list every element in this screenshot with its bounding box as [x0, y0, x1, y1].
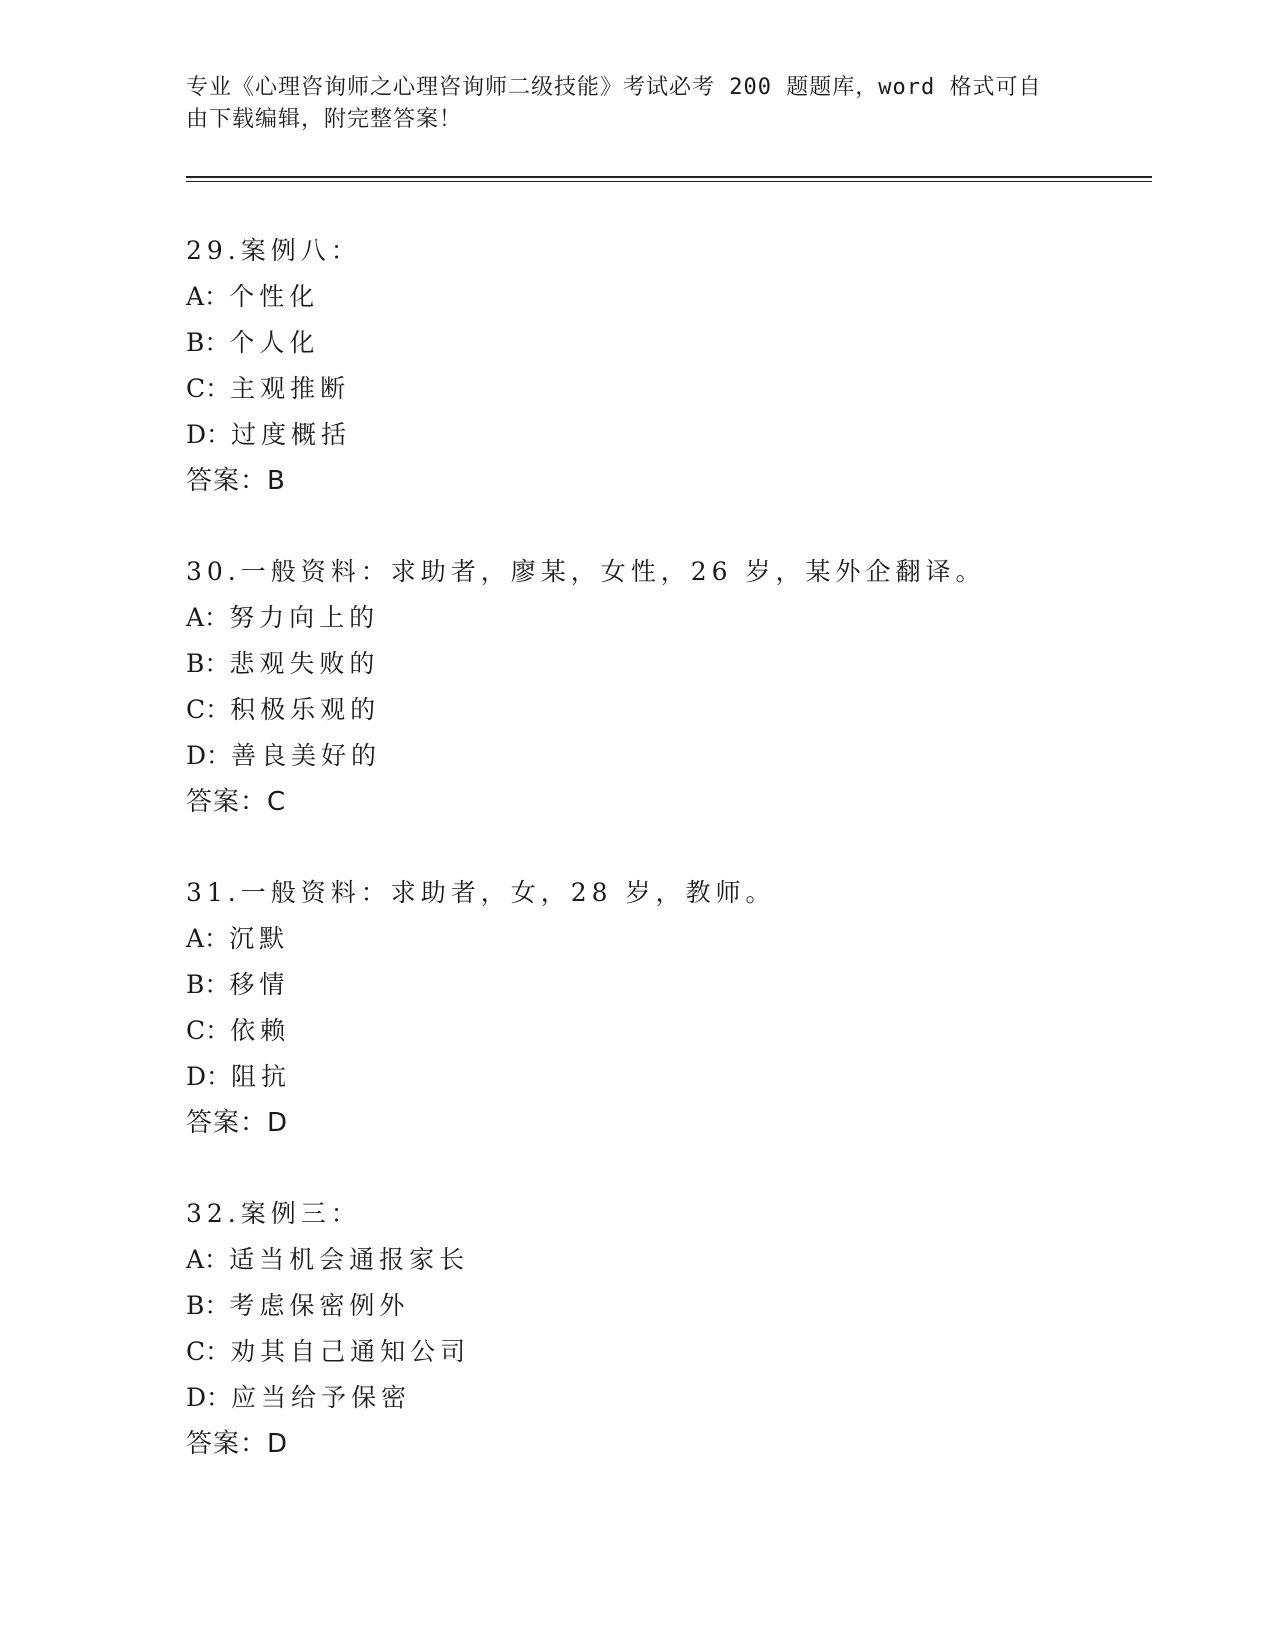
- option-key: D：: [186, 1062, 232, 1091]
- option-key: A：: [186, 1245, 230, 1274]
- question-stem: 29.案例八：: [186, 236, 361, 265]
- option-key: A：: [186, 924, 230, 953]
- option-text: 个人化: [229, 328, 320, 357]
- option-key: C：: [186, 1016, 231, 1045]
- option-key: B：: [186, 649, 230, 678]
- option-text: 主观推断: [230, 374, 351, 403]
- answer-line: 答案：B: [186, 466, 286, 496]
- option-text: 过度概括: [231, 420, 352, 449]
- option-text: 个性化: [229, 282, 320, 311]
- option-key: D：: [186, 420, 232, 449]
- option-a: [186, 1237, 1086, 1283]
- option-b: [186, 1283, 1086, 1329]
- question-stem: 32.案例三：: [186, 1199, 361, 1228]
- option-text: 沉默: [229, 924, 290, 953]
- option-b: [186, 962, 1086, 1008]
- option-text: 劝其自己通知公司: [230, 1337, 471, 1366]
- answer-line: 答案：C: [186, 787, 287, 817]
- header-divider-thick: [186, 176, 1152, 178]
- answer-line: 答案：D: [186, 1108, 289, 1138]
- option-d: [186, 1375, 1086, 1421]
- option-text: 积极乐观的: [230, 695, 381, 724]
- option-c: [186, 1008, 1086, 1054]
- header-line-1: 专业《心理咨询师之心理咨询师二级技能》考试必考 200 题题库，word 格式可自: [186, 75, 1042, 100]
- question-block-29: [186, 228, 1086, 504]
- option-key: B：: [186, 970, 230, 999]
- option-a: [186, 274, 1086, 320]
- answer-line: 答案：D: [186, 1429, 289, 1459]
- option-text: 悲观失败的: [229, 649, 380, 678]
- option-c: [186, 687, 1086, 733]
- option-key: A：: [186, 282, 230, 311]
- option-b: [186, 320, 1086, 366]
- option-key: C：: [186, 695, 231, 724]
- question-stem: 30.一般资料：求助者，廖某，女性，26 岁，某外企翻译。: [186, 557, 986, 586]
- option-d: [186, 412, 1086, 458]
- option-text: 适当机会通报家长: [229, 1245, 470, 1274]
- question-block-31: [186, 870, 1086, 1146]
- header-divider-thin: [186, 181, 1152, 182]
- option-key: D：: [186, 741, 232, 770]
- option-text: 考虑保密例外: [229, 1291, 410, 1320]
- question-block-30: [186, 549, 1086, 825]
- option-text: 应当给予保密: [231, 1383, 412, 1412]
- option-text: 移情: [229, 970, 290, 999]
- option-d: [186, 1054, 1086, 1100]
- option-text: 依赖: [230, 1016, 291, 1045]
- document-header: [186, 72, 1086, 136]
- option-c: [186, 366, 1086, 412]
- question-stem: 31.一般资料：求助者，女，28 岁，教师。: [186, 878, 776, 907]
- option-c: [186, 1329, 1086, 1375]
- option-key: A：: [186, 603, 230, 632]
- option-text: 善良美好的: [231, 741, 382, 770]
- question-block-32: [186, 1191, 1086, 1467]
- option-key: C：: [186, 1337, 231, 1366]
- option-text: 阻抗: [231, 1062, 292, 1091]
- option-a: [186, 595, 1086, 641]
- option-key: B：: [186, 1291, 230, 1320]
- option-d: [186, 733, 1086, 779]
- option-key: D：: [186, 1383, 232, 1412]
- option-a: [186, 916, 1086, 962]
- option-text: 努力向上的: [229, 603, 380, 632]
- header-line-2: 由下载编辑，附完整答案！: [186, 107, 463, 132]
- option-b: [186, 641, 1086, 687]
- option-key: C：: [186, 374, 231, 403]
- option-key: B：: [186, 328, 230, 357]
